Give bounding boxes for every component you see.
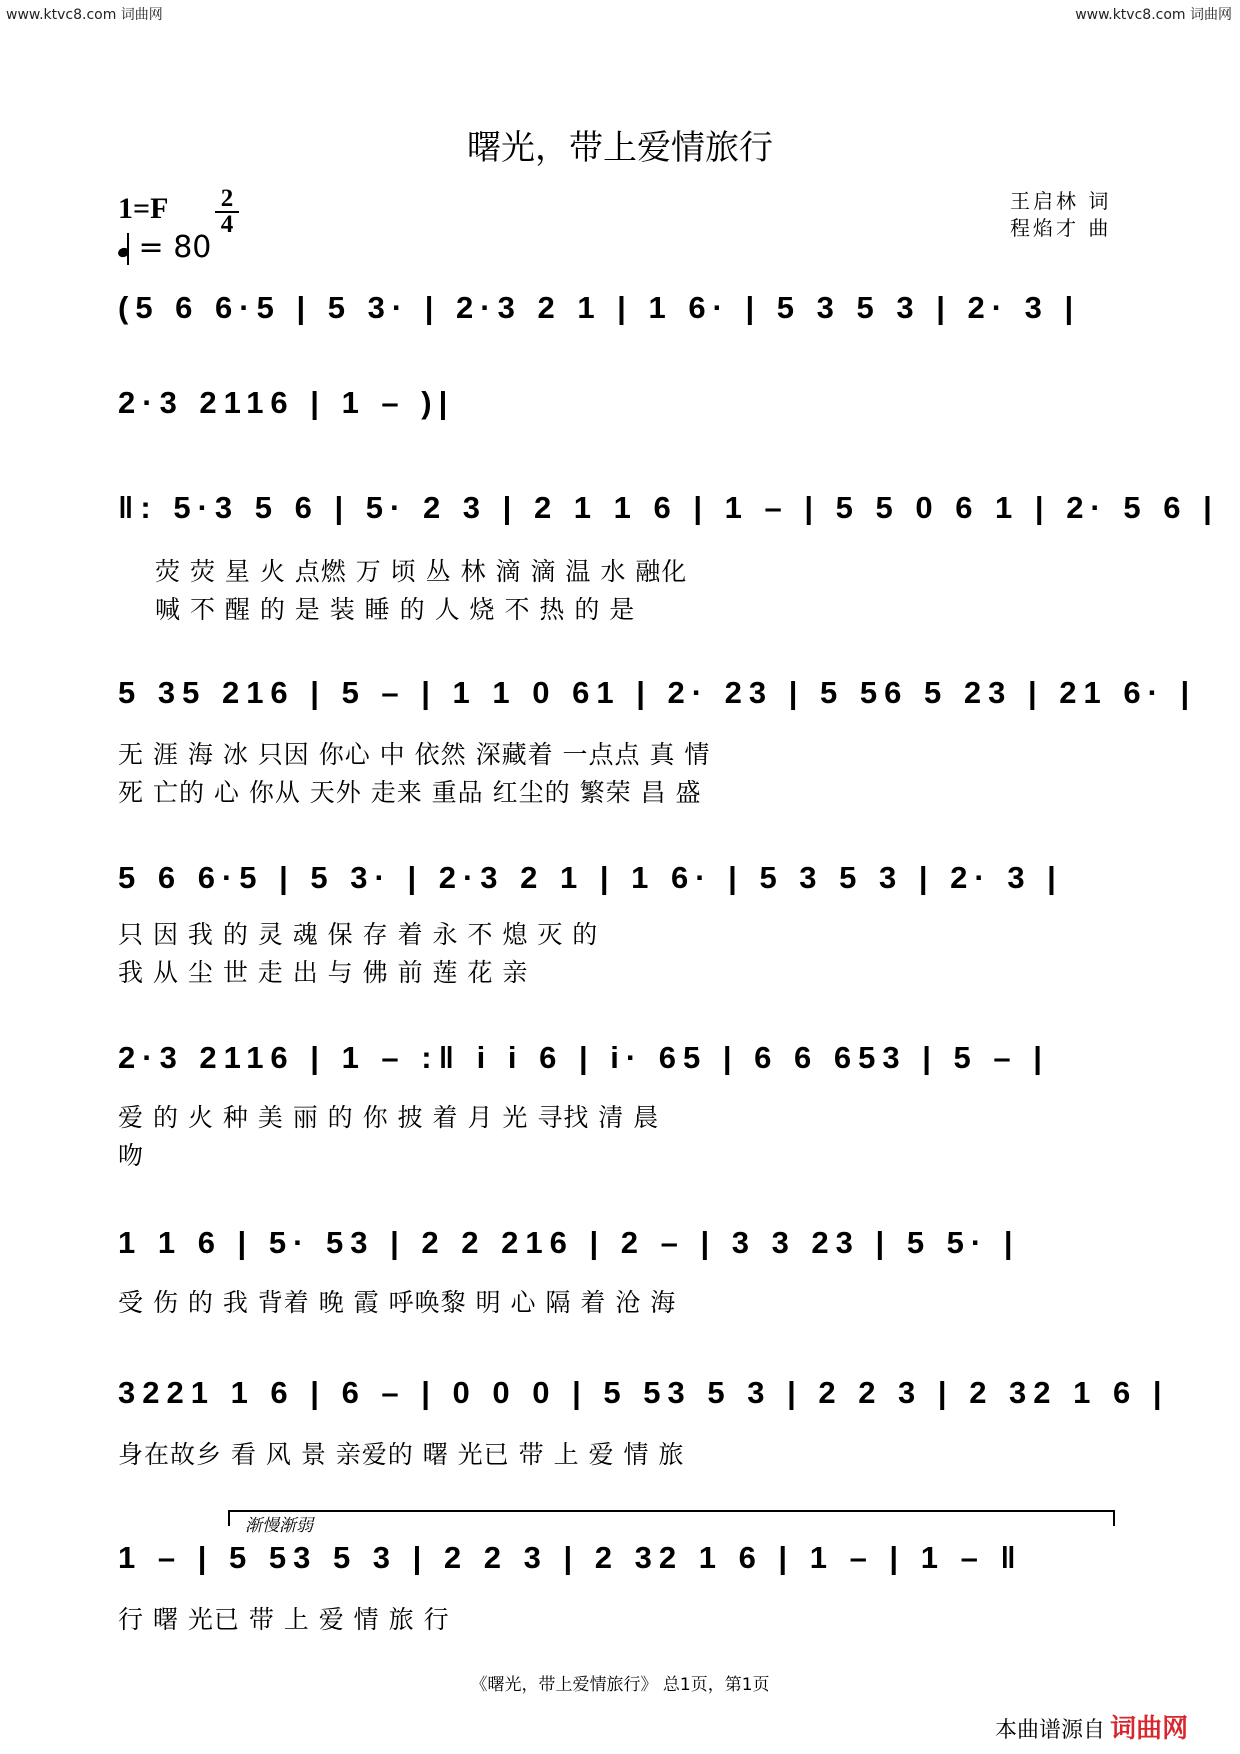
system-9-lyrics-verse1: 行 曙 光已 带 上 爱 情 旅 行	[118, 1605, 450, 1634]
dynamics-bracket	[228, 1510, 1115, 1526]
system-8-lyrics-verse1: 身在故乡 看 风 景 亲爱的 曙 光已 带 上 爱 情 旅	[118, 1440, 685, 1469]
system-1-notes: (5 6 6·5 | 5 3· | 2·3 2 1 | 1 6· | 5 3 5 3 | 2· 3 |	[118, 290, 1081, 325]
source-credit	[995, 1708, 1188, 1745]
system-7-lyrics-verse1: 受 伤 的 我 背着 晚 霞 呼唤黎 明 心 隔 着 沧 海	[118, 1288, 677, 1317]
system-9-notes: 1 – | 5 53 5 3 | 2 2 3 | 2 32 1 6 | 1 – | 1 – ‖	[118, 1540, 1023, 1575]
system-8-notes: 3221 1 6 | 6 – | 0 0 0 | 5 53 5 3 | 2 2 3 | 2 32 1 6 |	[118, 1375, 1169, 1410]
system-2-notes: 2·3 2116 | 1 – )|	[118, 385, 455, 420]
watermark-right: www.ktvc8.com 词曲网	[1075, 7, 1232, 23]
system-6-notes: 2·3 2116 | 1 – :‖ i i 6 | i· 65 | 6 6 653 | 5 – |	[118, 1040, 1049, 1075]
system-5-lyrics-verse2: 我 从 尘 世 走 出 与 佛 前 莲 花 亲	[118, 958, 529, 987]
system-6-lyrics-verse2: 吻	[118, 1141, 145, 1170]
time-signature-top: 2	[220, 185, 234, 212]
dynamics-marking: 渐慢渐弱	[245, 1516, 313, 1536]
system-4-notes: 5 35 216 | 5 – | 1 1 0 61 | 2· 23 | 5 56 5 23 | 21 6· |	[118, 675, 1197, 710]
system-6-lyrics-verse1: 爱 的 火 种 美 丽 的 你 披 着 月 光 寻找 清 晨	[118, 1103, 660, 1132]
song-title: 曙光，带上爱情旅行	[467, 128, 773, 168]
system-3-notes: ‖: 5·3 5 6 | 5· 2 3 | 2 1 1 6 | 1 – | 5 5 0 6 1 | 2· 5 6 |	[118, 490, 1219, 525]
system-5-lyrics-verse1: 只 因 我 的 灵 魂 保 存 着 永 不 熄 灭 的	[118, 920, 599, 949]
time-signature	[215, 185, 239, 238]
composer-credit: 程焰才 曲	[1010, 216, 1112, 240]
lyricist-credit: 王启林 词	[1010, 189, 1112, 213]
system-3-lyrics-verse1: 荧 荧 星 火 点燃 万 顷 丛 林 滴 滴 温 水 融化	[155, 557, 688, 586]
tempo-value: = 80	[138, 230, 212, 265]
watermark-left: www.ktvc8.com 词曲网	[6, 7, 163, 23]
source-label: 本曲谱源自	[995, 1718, 1106, 1743]
page-footer: 《曙光，带上爱情旅行》 总1页，第1页	[470, 1675, 770, 1695]
key-signature: 1=F	[118, 192, 169, 225]
system-5-notes: 5 6 6·5 | 5 3· | 2·3 2 1 | 1 6· | 5 3 5 3 | 2· 3 |	[118, 860, 1063, 895]
system-4-lyrics-verse1: 无 涯 海 冰 只因 你心 中 依然 深藏着 一点点 真 情	[118, 740, 711, 769]
quarter-note-icon	[117, 246, 130, 258]
system-3-lyrics-verse2: 喊 不 醒 的 是 装 睡 的 人 烧 不 热 的 是	[155, 595, 636, 624]
source-logo: 词曲网	[1110, 1714, 1189, 1744]
system-7-notes: 1 1 6 | 5· 53 | 2 2 216 | 2 – | 3 3 23 | 5 5· |	[118, 1225, 1020, 1260]
time-signature-bottom: 4	[220, 211, 234, 238]
tempo-marking	[118, 230, 211, 265]
system-4-lyrics-verse2: 死 亡的 心 你从 天外 走来 重品 红尘的 繁荣 昌 盛	[118, 778, 702, 807]
